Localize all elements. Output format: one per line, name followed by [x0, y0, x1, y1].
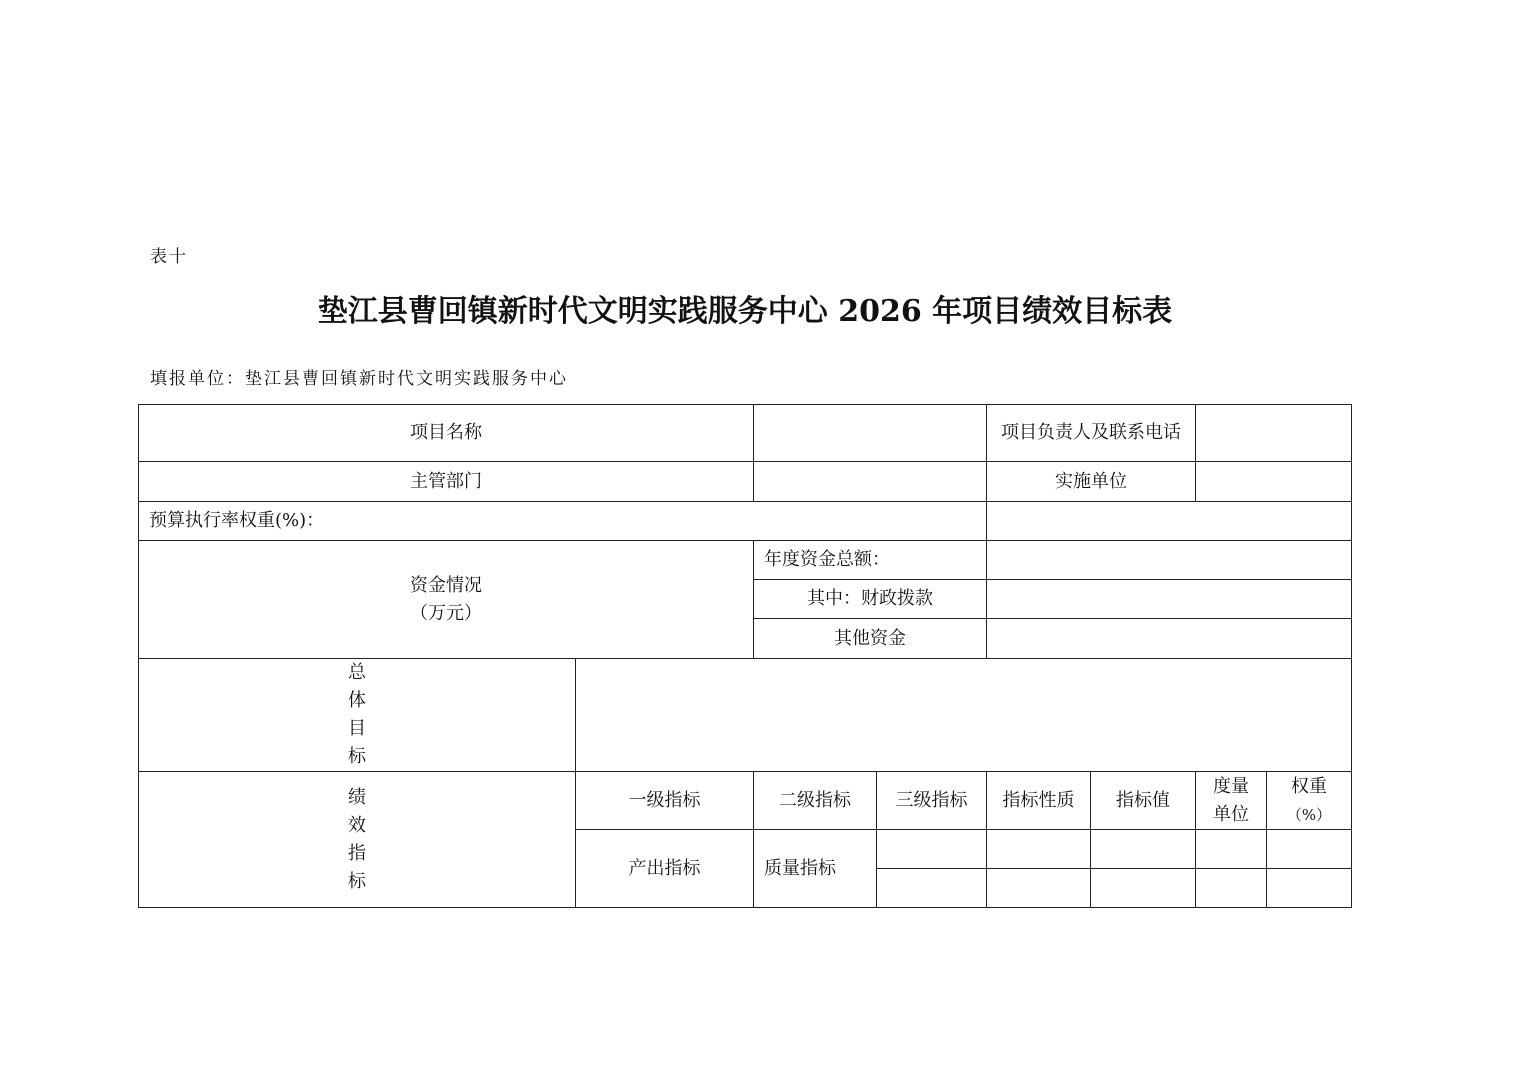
fiscal-value[interactable] — [987, 580, 1352, 619]
funds-label-line2: （万元） — [410, 602, 482, 624]
project-leader-label: 项目负责人及联系电话 — [987, 405, 1196, 462]
indicator-cell[interactable] — [1267, 830, 1352, 869]
budget-rate-value[interactable] — [987, 502, 1352, 541]
fiscal-label: 其中：财政拨款 — [754, 580, 987, 619]
row-level2-quality: 质量指标 — [754, 830, 877, 908]
dept-value[interactable] — [754, 462, 987, 502]
perf-indicators-label: 绩 效 指 标 — [139, 772, 576, 908]
table-number: 表十 — [150, 247, 188, 267]
annual-total-label: 年度资金总额： — [754, 541, 987, 580]
other-funds-label: 其他资金 — [754, 619, 987, 659]
indicator-cell[interactable] — [877, 869, 987, 908]
project-leader-value[interactable] — [1196, 405, 1352, 462]
budget-rate-label: 预算执行率权重(%)： — [139, 502, 987, 541]
row-level1-output: 产出指标 — [576, 830, 754, 908]
col-header-weight — [1267, 772, 1352, 830]
col-header-level3: 三级指标 — [877, 772, 987, 830]
indicator-cell[interactable] — [1267, 869, 1352, 908]
col-header-level2: 二级指标 — [754, 772, 877, 830]
document-title: 垫江县曹回镇新时代文明实践服务中心 2026 年项目绩效目标表 — [317, 294, 1173, 329]
overall-goal-label: 总 体 目 标 — [139, 659, 576, 772]
funds-label-line1: 资金情况 — [410, 574, 482, 596]
indicator-cell[interactable] — [1196, 830, 1267, 869]
col-header-unit-line2: 单位 — [1213, 803, 1249, 825]
indicator-cell[interactable] — [1196, 869, 1267, 908]
col-header-nature: 指标性质 — [987, 772, 1091, 830]
other-funds-value[interactable] — [987, 619, 1352, 659]
indicator-cell[interactable] — [987, 869, 1091, 908]
impl-unit-label: 实施单位 — [987, 462, 1196, 502]
impl-unit-value[interactable] — [1196, 462, 1352, 502]
col-header-weight-line1: 权重 — [1291, 775, 1327, 797]
col-header-unit — [1196, 772, 1267, 830]
col-header-weight-line2: （%） — [1286, 805, 1332, 824]
overall-goal-value[interactable] — [576, 659, 1352, 772]
indicator-cell[interactable] — [1091, 830, 1196, 869]
indicator-cell[interactable] — [877, 830, 987, 869]
indicator-cell[interactable] — [1091, 869, 1196, 908]
col-header-unit-line1: 度量 — [1213, 775, 1249, 797]
col-header-level1: 一级指标 — [576, 772, 754, 830]
funds-label — [139, 541, 754, 659]
performance-target-table — [138, 404, 1352, 908]
indicator-cell[interactable] — [987, 830, 1091, 869]
dept-label: 主管部门 — [139, 462, 754, 502]
fill-unit-line: 填报单位：垫江县曹回镇新时代文明实践服务中心 — [150, 369, 568, 389]
project-name-label: 项目名称 — [139, 405, 754, 462]
project-name-value[interactable] — [754, 405, 987, 462]
col-header-value: 指标值 — [1091, 772, 1196, 830]
annual-total-value[interactable] — [987, 541, 1352, 580]
